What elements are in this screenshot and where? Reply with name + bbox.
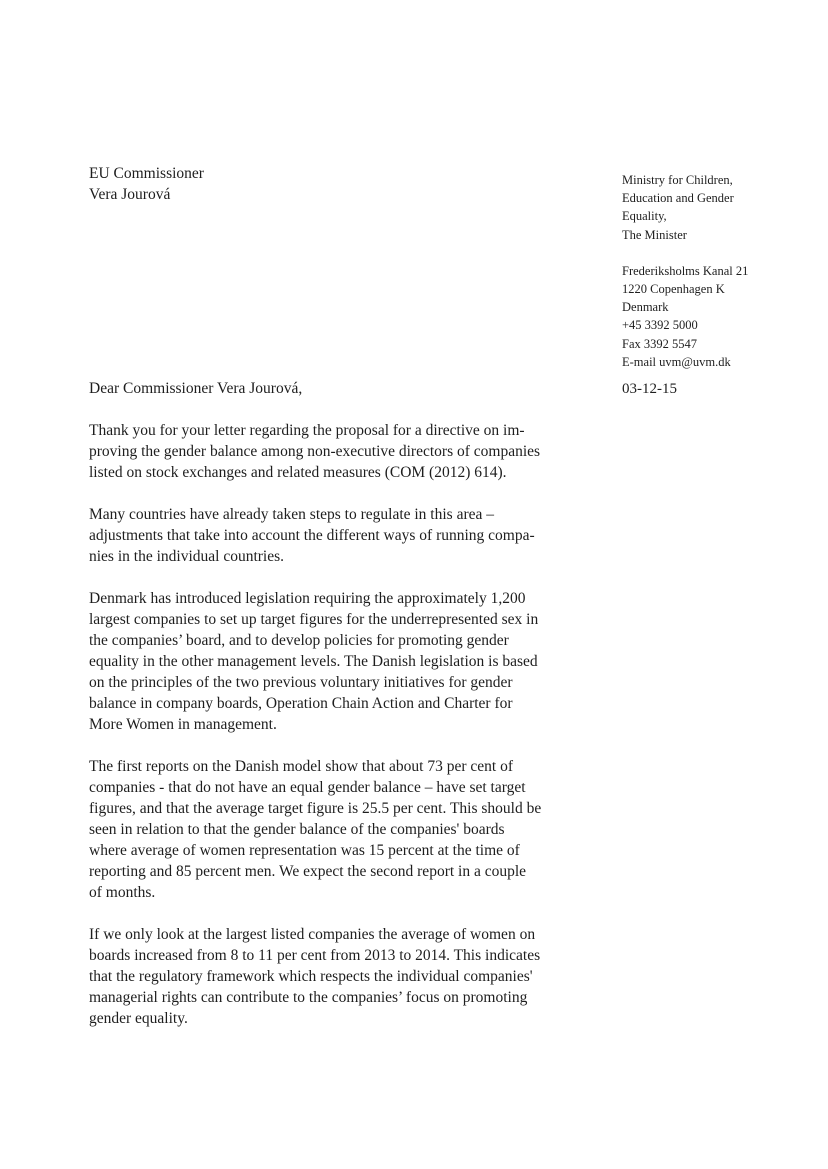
body-line: reporting and 85 percent men. We expect the second report in a couple (89, 863, 527, 880)
sender-org-line: The Minister (622, 227, 687, 242)
sender-address-line: Frederiksholms Kanal 21 (622, 263, 749, 278)
body-line: adjustments that take into account the different ways of running compa- (89, 527, 535, 544)
body-line: companies - that do not have an equal gender balance – have set target (89, 779, 526, 796)
recipient-title: EU Commissioner (89, 165, 204, 182)
sender-address-line: Denmark (622, 300, 669, 315)
body-line: nies in the individual countries. (89, 548, 285, 565)
body-line: of months. (89, 884, 156, 901)
sender-phone: +45 3392 5000 (622, 318, 698, 333)
body-line: More Women in management. (89, 716, 277, 733)
sender-org-line: Ministry for Children, (622, 173, 733, 187)
body-paragraph (89, 504, 569, 567)
body-line: Denmark has introduced legislation requiring the approximately 1,200 (89, 590, 526, 607)
letter-body (89, 420, 569, 1050)
sender-fax: Fax 3392 5547 (622, 336, 697, 351)
body-line: If we only look at the largest listed companies the average of women on (89, 926, 536, 943)
sender-org-line: Equality, (622, 209, 667, 224)
sender-org-line: Education and Gender (622, 191, 734, 206)
body-line: listed on stock exchanges and related measures (COM (2012) 614). (89, 464, 507, 481)
body-line: largest companies to set up target figures for the underrepresented sex in (89, 611, 539, 628)
body-line: Many countries have already taken steps to regulate in this area – (89, 506, 495, 523)
letter-date: 03-12-15 (622, 381, 677, 397)
body-paragraph (89, 588, 569, 735)
sender-address-line: 1220 Copenhagen K (622, 282, 725, 297)
salutation: Dear Commissioner Vera Jourová, (89, 380, 303, 397)
body-line: balance in company boards, Operation Chain Action and Charter for (89, 695, 513, 712)
sender-block (622, 171, 812, 371)
body-line: Thank you for your letter regarding the proposal for a directive on im- (89, 422, 525, 439)
body-paragraph (89, 420, 569, 483)
recipient-name: Vera Jourová (89, 186, 171, 203)
recipient-block (89, 163, 204, 205)
body-line: where average of women representation was 15 percent at the time of (89, 842, 520, 859)
body-line: gender equality. (89, 1010, 188, 1027)
body-line: figures, and that the average target figure is 25.5 per cent. This should be (89, 800, 542, 817)
body-line: on the principles of the two previous voluntary initiatives for gender (89, 674, 513, 691)
body-line: proving the gender balance among non-executive directors of companies (89, 443, 541, 460)
body-line: The first reports on the Danish model show that about 73 per cent of (89, 758, 513, 775)
body-line: seen in relation to that the gender balance of the companies' boards (89, 821, 505, 838)
body-line: that the regulatory framework which respects the individual companies' (89, 968, 533, 985)
body-line: managerial rights can contribute to the companies’ focus on promoting (89, 989, 528, 1006)
body-paragraph (89, 924, 569, 1029)
body-line: the companies’ board, and to develop policies for promoting gender (89, 632, 509, 649)
body-paragraph (89, 756, 569, 903)
body-line: equality in the other management levels. The Danish legislation is based (89, 653, 538, 670)
sender-email: E-mail uvm@uvm.dk (622, 354, 731, 369)
body-line: boards increased from 8 to 11 per cent from 2013 to 2014. This indicates (89, 947, 541, 964)
